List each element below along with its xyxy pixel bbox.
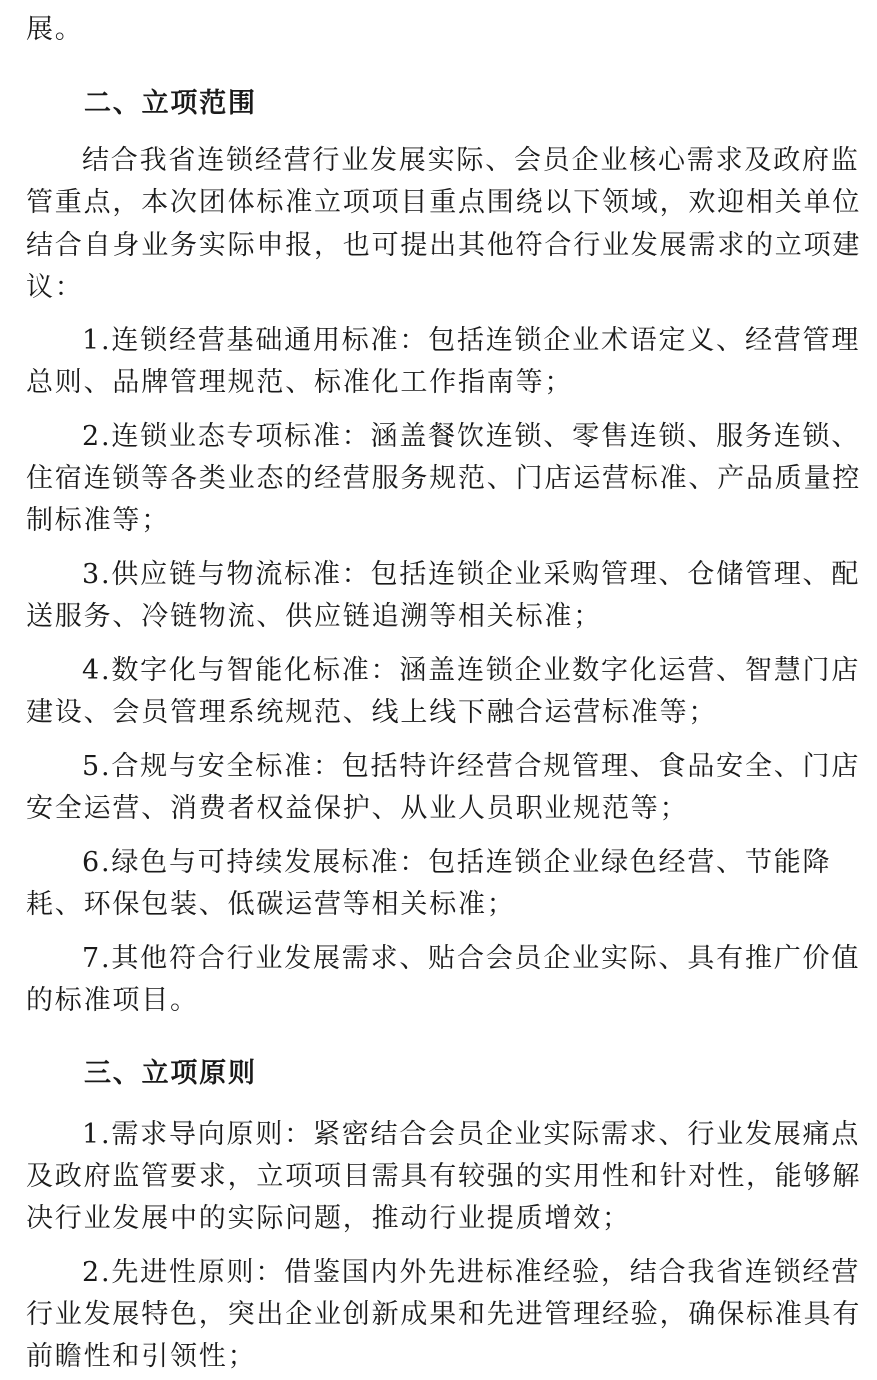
section-2-heading: 二、立项范围 xyxy=(84,88,257,119)
list-item-line: 的标准项目。 xyxy=(26,985,199,1016)
list-item-line: 1.连锁经营基础通用标准：包括连锁企业术语定义、经营管理 xyxy=(82,325,861,356)
list-item-line: 耗、环保包装、低碳运营等相关标准； xyxy=(26,889,516,920)
list-item-line: 建设、会员管理系统规范、线上线下融合运营标准等； xyxy=(26,697,718,728)
paragraph-line: 结合自身业务实际申报，也可提出其他符合行业发展需求的立项建 xyxy=(26,230,862,261)
list-item-line: 及政府监管要求，立项项目需具有较强的实用性和针对性，能够解 xyxy=(26,1161,862,1192)
paragraph-line: 管重点，本次团体标准立项项目重点围绕以下领域，欢迎相关单位 xyxy=(26,187,862,218)
intro-tail-text: 展。 xyxy=(26,14,84,45)
paragraph-line: 议： xyxy=(26,272,84,303)
list-item-line: 1.需求导向原则：紧密结合会员企业实际需求、行业发展痛点 xyxy=(82,1119,861,1150)
list-item-line: 行业发展特色，突出企业创新成果和先进管理经验，确保标准具有 xyxy=(26,1299,862,1330)
list-item-line: 3.供应链与物流标准：包括连锁企业采购管理、仓储管理、配 xyxy=(82,559,861,590)
list-item-line: 制标准等； xyxy=(26,505,170,536)
list-item-line: 4.数字化与智能化标准：涵盖连锁企业数字化运营、智慧门店 xyxy=(82,655,861,686)
section-3-heading: 三、立项原则 xyxy=(84,1058,257,1089)
list-item-line: 6.绿色与可持续发展标准：包括连锁企业绿色经营、节能降 xyxy=(82,847,832,878)
list-item-line: 5.合规与安全标准：包括特许经营合规管理、食品安全、门店 xyxy=(82,751,861,782)
paragraph-line: 结合我省连锁经营行业发展实际、会员企业核心需求及政府监 xyxy=(82,145,860,176)
list-item-line: 前瞻性和引领性； xyxy=(26,1341,257,1372)
list-item-line: 决行业发展中的实际问题，推动行业提质增效； xyxy=(26,1203,631,1234)
list-item-line: 安全运营、消费者权益保护、从业人员职业规范等； xyxy=(26,793,689,824)
list-item-line: 住宿连锁等各类业态的经营服务规范、门店运营标准、产品质量控 xyxy=(26,463,862,494)
list-item-line: 送服务、冷链物流、供应链追溯等相关标准； xyxy=(26,601,602,632)
list-item-line: 总则、品牌管理规范、标准化工作指南等； xyxy=(26,367,574,398)
list-item-line: 7.其他符合行业发展需求、贴合会员企业实际、具有推广价值 xyxy=(82,943,861,974)
list-item-line: 2.连锁业态专项标准：涵盖餐饮连锁、零售连锁、服务连锁、 xyxy=(82,421,861,452)
list-item-line: 2.先进性原则：借鉴国内外先进标准经验，结合我省连锁经营 xyxy=(82,1257,861,1288)
